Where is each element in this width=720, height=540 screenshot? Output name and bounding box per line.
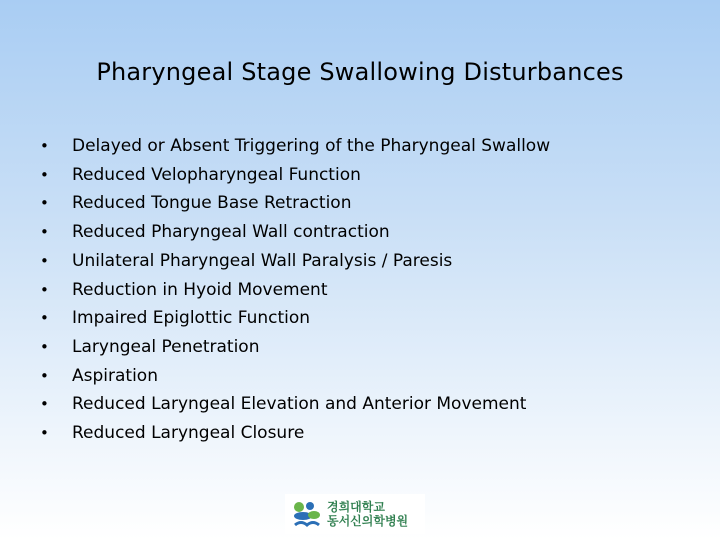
bullet-dot: • xyxy=(40,223,49,242)
bullet-dot: • xyxy=(40,395,49,414)
logo-mark-icon xyxy=(291,498,323,530)
bullet-text: Reduced Laryngeal Closure xyxy=(72,423,305,444)
bullet-dot: • xyxy=(40,337,49,356)
bullet-dot: • xyxy=(40,194,49,213)
bullet-text: Laryngeal Penetration xyxy=(72,336,260,357)
list-item xyxy=(40,247,550,276)
bullet-dot: • xyxy=(40,280,49,299)
bullet-text: Delayed or Absent Triggering of the Pharyngeal Swallow xyxy=(72,136,551,156)
bullet-text: Reduction in Hyoid Movement xyxy=(72,279,328,300)
list-item xyxy=(40,362,550,391)
logo-line-2: 동서신의학병원 xyxy=(327,514,409,528)
bullet-text: Unilateral Pharyngeal Wall Paralysis / Paresis xyxy=(72,250,453,271)
bullet-dot: • xyxy=(40,251,49,270)
bullet-dot: • xyxy=(40,137,49,155)
bullet-list xyxy=(40,132,550,448)
list-item xyxy=(40,189,550,218)
list-item xyxy=(40,419,550,448)
bullet-text: Reduced Tongue Base Retraction xyxy=(72,193,352,214)
bullet-dot: • xyxy=(40,366,49,385)
list-item xyxy=(40,390,550,419)
list-item xyxy=(40,276,550,305)
list-item xyxy=(40,132,550,161)
bullet-text: Reduced Pharyngeal Wall contraction xyxy=(72,222,390,243)
bullet-dot: • xyxy=(40,424,49,443)
logo-line-1: 경희대학교 xyxy=(327,500,385,514)
bullet-dot: • xyxy=(40,165,49,184)
bullet-text: Impaired Epiglottic Function xyxy=(72,308,311,329)
bullet-dot: • xyxy=(40,309,49,328)
bullet-text: Aspiration xyxy=(72,365,158,386)
list-item xyxy=(40,218,550,247)
slide-title: Pharyngeal Stage Swallowing Disturbances xyxy=(96,58,624,86)
list-item xyxy=(40,304,550,333)
logo-text xyxy=(327,500,408,528)
list-item xyxy=(40,333,550,362)
bullet-text: Reduced Velopharyngeal Function xyxy=(72,164,361,185)
bullet-text: Reduced Laryngeal Elevation and Anterior Movement xyxy=(72,394,527,415)
hospital-logo xyxy=(285,494,425,534)
list-item xyxy=(40,161,550,190)
